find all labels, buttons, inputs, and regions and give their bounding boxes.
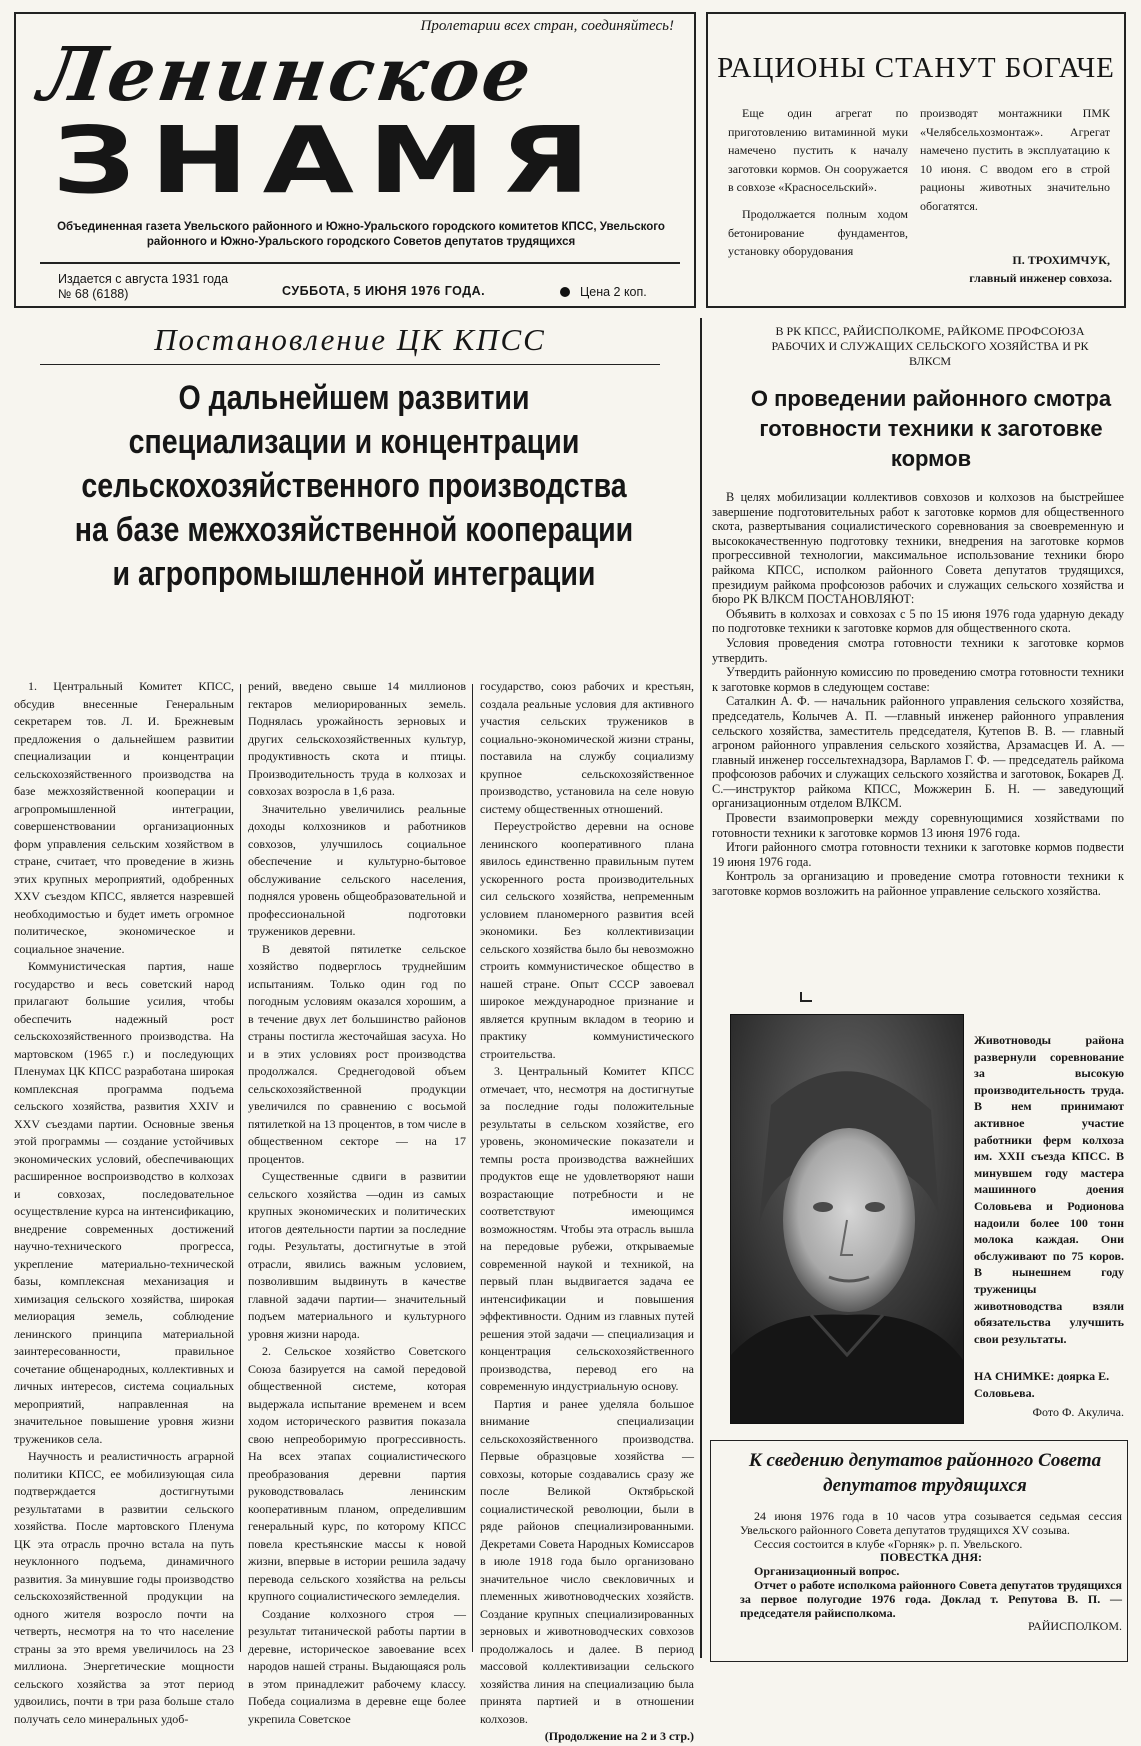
rations-col1 [728, 104, 908, 261]
masthead-slogan: Пролетарии всех стран, соединяйтесь! [420, 18, 674, 34]
decree-kicker: Постановление ЦК КПСС [154, 322, 546, 357]
notice-item1: Организационный вопрос. [754, 1564, 900, 1579]
decree-col2-p5: 2. Сельское хозяйство Советского Союза базируется на самой передовой общественной системе, которая выдержала испытание временем и всем ходом исторического развития показала свою непреоборимую прогрессивность. На всех этапах социалистического преобразования деревни партия руководствовалась ленинским кооперативным планом, определившим генеральный курс, по которому КПСС повела крестьянские массы к новой жизни, впервые в истории решила задачу перевода сельского хозяйства на рельсы крупного социалистического земледелия. [248, 1344, 466, 1603]
notice-sign: РАЙИСПОЛКОМ. [1027, 1619, 1122, 1634]
notice-p1: 24 июня 1976 года в 10 часов утра созывается седьмая сессия Увельского районного Совета депутатов трудящихся XV созыва. [740, 1509, 1122, 1537]
column-divider-2 [472, 684, 473, 1652]
milkmaid-photo [730, 1014, 964, 1424]
masthead-subtitle: Объединенная газета Увельского районного и Южно-Уральского городского комитетов КПСС, Увельского районного и Южно-Уральского городского Советов депутатов трудящихся [57, 221, 665, 248]
review-org: В РК КПСС, РАЙИСПОЛКОМЕ, РАЙКОМЕ ПРОФСОЮЗА РАБОЧИХ И СЛУЖАЩИХ СЕЛЬСКОГО ХОЗЯЙСТВА И РК ВЛКСМ [771, 324, 1089, 368]
rations-col1-text: Еще один агрегат по приготовлению витаминной муки намечено пустить к началу заготовки кормов. Он сооружается в совхозе «Красносельский». [728, 106, 908, 195]
decree-col3-p4: Партия и ранее уделяла большое внимание специализации сельскохозяйственного производства. Первые образцовые хозяйства — совхозы, которые создавались сразу же после Великой Октябрьской социалистической революции, были в ряде районов специализированными. Декретами Совета Народных Комиссаров в июле 1918 года было организовано значительное число свекловичных и племенных животноводческих хозяйств. Создание крупных специализированных зерновых и животноводческих совхозов продолжалось и далее. В период массовой коллективизации сельского хозяйства линия на специализацию была принята партией и в отношении колхозов. [480, 1396, 694, 1726]
rations-author: П. ТРОХИМЧУК, [1012, 253, 1110, 267]
photo-corner-mark [800, 992, 812, 1002]
masthead-title-line2: ЗНАМЯ [52, 106, 605, 214]
decree-col1-p3: Научность и реалистичность аграрной политики КПСС, ее мобилизующая сила подтверждается достигнутыми результатами в развитии сельского хозяйства. После мартовского Пленума ЦК эта отрасль прочно встала на путь неуклонного подъема, динамичного развития. За минувшие годы производство сельскохозяйственной продукции на одного жителя возросло почти на четверть, несмотря на то что население страны за это время увеличилось на 23 миллиона. Энергетические мощности сельского хозяйства за этот период удвоились, почти в три раза больше стало получать село минеральных удоб- [14, 1449, 234, 1726]
review-p6: Провести взаимопроверки между соревнующимися хозяйствами по готовности техники к заготовке кормов 13 июня 1976 года. [712, 811, 1124, 840]
review-p1: В целях мобилизации коллективов совхозов и колхозов на быстрейшее завершение подготовительных работ к заготовке кормов для общественного скота, развертывания социалистического соревнования за своевременную и высококачественную подготовку техники, внедрения на заготовке кормов прогрессивной технологии, максимальное использование техники бюро райкома КПСС, исполком районного Совета депутатов трудящихся, президиум райкома профсоюзов рабочих и служащих сельского хозяйства и бюро РК ВЛКСМ ПОСТАНОВЛЯЮТ: [712, 490, 1124, 607]
review-body [712, 490, 1124, 899]
rations-col1b-text: Продолжается полным ходом бетонирование фундаментов, установку оборудования [728, 206, 908, 259]
photo-credit: Фото Ф. Акулича. [1032, 1405, 1124, 1419]
decree-col2-p6: Создание колхозного строя — результат титанической работы партии в деревне, историческое завоевание всех народов нашей страны. Выдающаяся роль в этом принадлежит рабочему классу. Победа социализма в деревне еще более укрепила Советское [248, 1606, 466, 1726]
masthead-rule [40, 262, 680, 264]
rations-title: РАЦИОНЫ СТАНУТ БОГАЧЕ [717, 52, 1115, 84]
masthead-price: Цена 2 коп. [580, 285, 647, 299]
notice-body [740, 1510, 1122, 1634]
review-p2: Объявить в колхозах и совхозах с 5 по 15 июня 1976 года ударную декаду по подготовке техники к заготовке кормов для общественного скота. [712, 606, 1124, 636]
decree-col1-p1: 1. Центральный Комитет КПСС, обсудив внесенные Генеральным секретарем тов. Л. И. Брежневым предложения о дальнейшем развитии специализации и концентрации сельскохозяйственного производства на базе межхозяйственной кооперации и агропромышленной интеграции, совершенствовании организационных форм управления сельским хозяйством в стране, считает, что проведение в жизнь этих крупных мероприятий, одобренных XXV съездом КПСС, является назревшей необходимостью и будет иметь огромное политическое, экономическое и социальное значение. [14, 679, 234, 956]
review-p5: Саталкин А. Ф. — начальник районного управления сельского хозяйства, председатель, Колычев А. П. —главный инженер районного управления сельского хозяйства, заместитель председателя, Кутепов В. В. — главный агроном районного управления сельского хозяйства, Арзамасцев И. А. — главный инженер госсельтехнадзора, Варламов Г. Ф. — председатель райкома профсоюзов рабочих и служащих сельского хозяйства и заготовок, Бокарев Д. С.—инструктор райкома КПСС, Можжерин Б. Н. — заведующий организационным отделом ВЛКСМ. [712, 694, 1124, 811]
notice-p2: Сессия состоится в клубе «Горняк» р. п. Увельского. [754, 1536, 1023, 1551]
masthead-title-line1: Ленинское [33, 32, 539, 118]
review-headline: О проведении районного смотра готовности техники к заготовке кормов [750, 386, 1112, 471]
photo-caption-label: НА СНИМКЕ: доярка Е. Соловьева. [974, 1369, 1110, 1400]
review-p3: Условия проведения смотра готовности техники к заготовке кормов утвердить. [712, 635, 1124, 665]
rations-col2 [920, 104, 1110, 216]
decree-column-3 [480, 678, 694, 1746]
decree-column-1 [14, 678, 234, 1728]
notice-item2: Отчет о работе исполкома районного Совета депутатов трудящихся за первое полугодие 1976 года. Доклад т. Репутова В. П. — председателя райисполкома. [740, 1577, 1122, 1620]
masthead-since: Издается с августа 1931 года [58, 272, 229, 286]
decree-column-2 [248, 678, 466, 1728]
decree-col2-p2: Значительно увеличились реальные доходы колхозников и работников совхозов, улучшилось социальное обеспечение и культурно-бытовое обслуживание сельского населения, поднялся уровень общеобразовательной и профессиональной подготовки тружеников деревни. [248, 801, 466, 938]
rations-author-role: главный инженер совхоза. [969, 271, 1112, 285]
column-divider-1 [240, 684, 241, 1652]
decree-col3-p3: 3. Центральный Комитет КПСС отмечает, что, несмотря на достигнутые за последние годы положительные результаты в сельском хозяйстве, его уровень, экономические показатели и темпы роста производства важнейших продуктов еще не удовлетворяют наши возрастающие потребности и не соответствуют имеющимся возможностям. Чтобы эта отрасль вышла на передовые рубежи, открываемые современной наукой и техникой, на первый план выдвигается задача ее интенсификации и повышения эффективности. Одним из главных путей решения этой задачи — специализация и концентрация сельскохозяйственного производства, перевод его на современную индустриальную основу. [480, 1064, 694, 1393]
decree-continued: (Продолжение на 2 и 3 стр.) [544, 1729, 694, 1743]
review-p8: Контроль за организацию и проведение смотра готовности техники к заготовке кормов возложить на районное управление сельского хозяйства. [712, 869, 1124, 899]
rations-col2-text: производят монтажники ПМК «Челябсельхозмонтаж». Агрегат намечено пустить в эксплуатацию к 10 июня. С вводом его в строй рационы животных значительно обогатятся. [920, 106, 1110, 213]
decree-col2-p1: рений, введено свыше 14 миллионов гектаров мелиорированных земель. Поднялась урожайность зерновых и других сельскохозяйственных культур, продуктивность скота и птицы. Производительность труда в колхозах и совхозах возросла в 1,6 раза. [248, 679, 466, 798]
notice-agenda: ПОВЕСТКА ДНЯ: [880, 1550, 982, 1565]
masthead-issue: № 68 (6188) [58, 287, 129, 301]
decree-rule-top [40, 364, 660, 365]
portrait-image [731, 1015, 963, 1423]
review-p7: Итоги районного смотра готовности техники к заготовке кормов подвести 19 июня 1976 года. [712, 840, 1124, 869]
decree-col3-p2: Переустройство деревни на основе ленинского кооперативного плана явилось единственно правильным путем ускоренного роста производительных сил сельского хозяйства, непременным условием планомерного развития всей экономики. Без коллективизации сельского хозяйства было бы невозможно строить коммунистическое общество в нашей стране. Опыт СССР завоевал широкое международное признание и является крупным вкладом в теорию и практику коммунистического строительства. [480, 819, 694, 1061]
review-p4: Утвердить районную комиссию по проведению смотра готовности техники к заготовке кормов в следующем составе: [712, 665, 1124, 694]
photo-caption-text: Животноводы района развернули соревнование за высокую производительность труда. В нем принимают активное участие работники ферм колхоза им. XXII съезда КПСС. В минувшем году мастера машинного доения Соловьева и Родионова надоили более 100 тонн молока каждая. Они обслуживают по 75 коров. В нынешнем году труженицы животноводства взяли обязательства улучшить свои результаты. [974, 1033, 1124, 1346]
masthead-date: СУББОТА, 5 ИЮНЯ 1976 ГОДА. [282, 284, 486, 298]
decree-col1-p2: Коммунистическая партия, наше государство и весь советский народ прилагают большие усилия, чтобы обеспечить надежный рост сельскохозяйственного производства. На мартовском (1965 г.) и последующих Пленумах ЦК КПСС разработана широкая комплексная программа подъема сельского хозяйства, развития XXIV и XXV съездами партии. Основные звенья этой программы — создание устойчивых экономических условий, обеспечивающих расширенное воспроизводство в колхозах и совхозах, последовательное осуществление курса на интенсификацию, внедрение современных достижений научно-технического прогресса, укрепление материально-технической базы, комплексная механизация и химизация сельского хозяйства, широкая мелиорация земель, соблюдение ленинского принципа материальной заинтересованности, правильное сочетание общенародных, коллективных и личных интересов, система социальных мероприятий, направленная на значительное повышение уровня жизни тружеников села. [14, 959, 234, 1446]
notice-headline: К сведению депутатов районного Совета депутатов трудящихся [748, 1450, 1102, 1496]
decree-col3-p1: государство, союз рабочих и крестьян, создала реальные условия для активного участия сельских тружеников в социально-экономической жизни страны, поставила на службу социализму крупное сельскохозяйственное производство, установила на селе новую систему общественных отношений. [480, 679, 694, 816]
page-divider [700, 318, 702, 1658]
decree-col2-p4: Существенные сдвиги в развитии сельского хозяйства —один из самых крупных экономических и политических итогов деятельности партии за последние годы. Результаты, достигнутые в этой отрасли, явились важным условием, позволившим выдвинуть в качестве главной задачи партии— значительный подъем материального и культурного уровня жизни народа. [248, 1169, 466, 1341]
decree-col2-p3: В девятой пятилетке сельское хозяйство подверглось труднейшим испытаниям. Только один год по погодным условиям оказался хорошим, а в течение двух лет большинство районов страны постигла жесточайшая засуха. Но и в этих условиях рост производства продолжался. Среднегодовой объем сельскохозяйственной продукции увеличился по сравнению с восьмой пятилеткой на 13 процентов, в том числе в общественном секторе — на 17 процентов. [248, 941, 466, 1166]
decree-headline: О дальнейшем развитии специализации и концентрации сельскохозяйственного производства на базе межхозяйственной кооперации и агропромышленной интеграции [74, 379, 634, 593]
bullet-dot [560, 287, 570, 297]
